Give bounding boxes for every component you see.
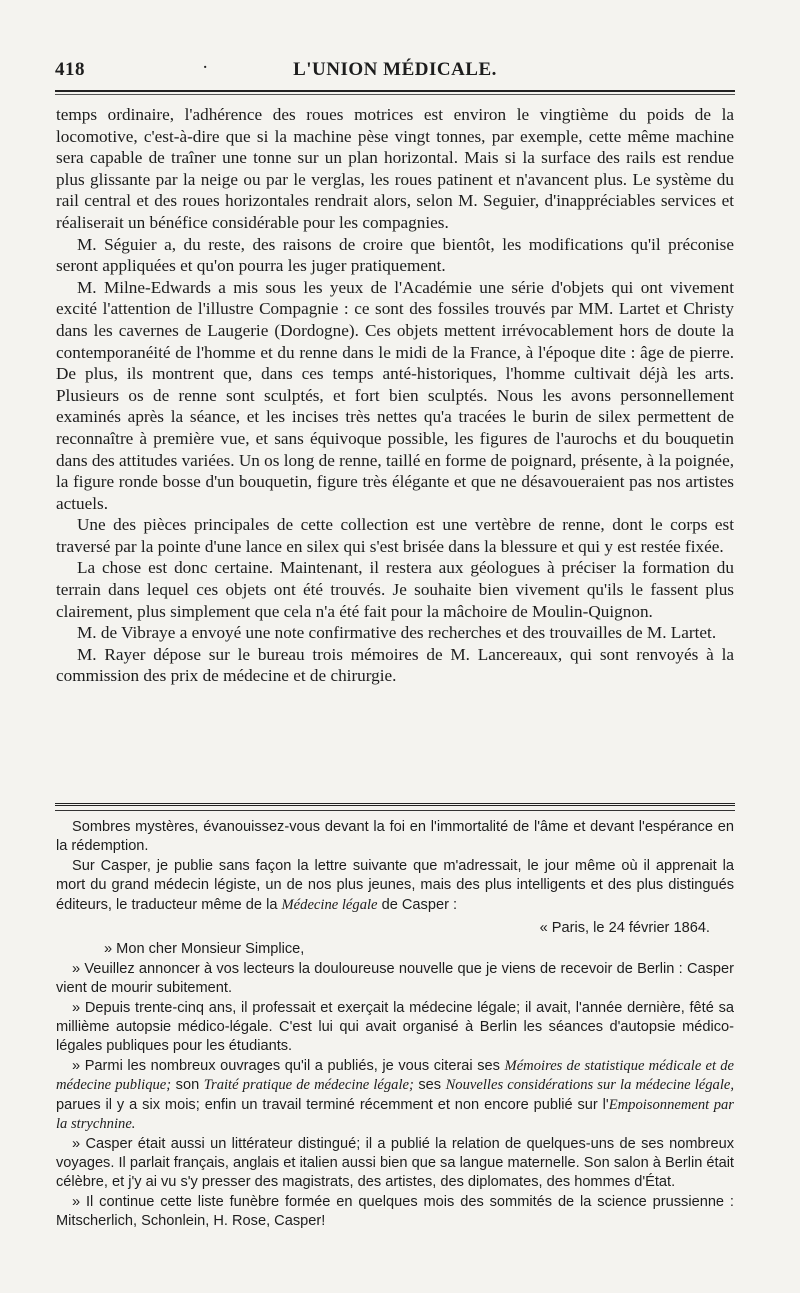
article-paragraph: M. Rayer dépose sur le bureau trois mémoires de M. Lancereaux, qui sont renvoyés à la commission des prix de médecine et de chirurgie. <box>56 644 734 686</box>
header-rule <box>55 90 735 92</box>
article-paragraph: M. Milne-Edwards a mis sous les yeux de l'Académie une série d'objets qui ont vivement excité l'attention de l'illustre Compagnie : ce sont des fossiles trouvés par MM. Lartet et Christy dans les cavernes de Laugerie (Dordogne). Ces objets mettent irrévocablement hors de doute la contemporanéité de l'homme et du renne dans le midi de la France, à l'époque dite : âge de pierre. De plus, ils montrent que, dans ces temps anté-historiques, l'homme cultivait déjà les arts. Plusieurs os de renne sont sculptés, et fort bien sculptés. Nous les avons personnellement examinés après la séance, et les incises très nettes qu'a tracées le burin de silex permettent de reconnaître à première vue, et sans équivoque possible, les figures de l'aurochs et du bouquetin dans des attitudes variées. Un os long de renne, taillé en forme de poignard, présente, à la poignée, la figure ronde bosse d'un bouquetin, figure très élégante et que ne désavoueraient pas nos artistes actuels. <box>56 277 734 513</box>
feuilleton-text: Sur Casper, je publie sans façon la lettre suivante que m'adressait, le jour même où il apprenait la mort du grand médecin légiste, un de nos plus jeunes, mais des plus intelligents et des plus distingués éditeurs, le traducteur même de la <box>56 857 734 913</box>
letter-paragraph: » Casper était aussi un littérateur distingué; il a publié la relation de quelques-uns de ses nombreux voyages. Il parlait français, anglais et italien aussi bien que sa langue maternelle. Son salon à Berlin était célèbre, et j'y ai vu s'y presser des magistrats, des artistes, des diplomates, des hommes d'État. <box>56 1135 734 1191</box>
feuilleton-separator <box>55 803 735 806</box>
feuilleton-section <box>56 818 734 1232</box>
feuilleton-text: son <box>171 1077 204 1094</box>
letter-paragraph: » Veuillez annoncer à vos lecteurs la douloureuse nouvelle que je viens de recevoir de Berlin : Casper vient de mourir subitement. <box>56 960 734 997</box>
book-title: Empoisonnement par la strychnine. <box>56 1096 734 1133</box>
feuilleton-text: de Casper : <box>377 896 458 913</box>
letter-date: « Paris, le 24 février 1864. <box>539 920 710 937</box>
header-separator: · <box>202 57 209 78</box>
letter-paragraph: » Depuis trente-cinq ans, il professait et exerçait la médecine légale; il avait, l'année dernière, fêté sa millième autopsie médico-légale. C'est lui qui avait organisé à Berlin les séances d'autopsie médico-légales publiques pour les étudiants. <box>56 999 734 1055</box>
running-title: L'UNION MÉDICALE. <box>293 59 497 80</box>
letter-paragraph <box>56 1057 734 1135</box>
feuilleton-paragraph <box>56 857 734 915</box>
article-paragraph: temps ordinaire, l'adhérence des roues motrices est environ le vingtième du poids de la locomotive, c'est-à-dire que si la machine pèse vingt tonnes, par exemple, cette même machine sera capable de traîner une tonne sur un plan horizontal. Mais si la surface des rails est rendue plus glissante par la neige ou par le verglas, les roues patinent et n'avancent plus. Le système du rail central et des roues horizontales rendrait alors, selon M. Seguier, d'inappréciables services et réaliserait un bénéfice considérable pour les compagnies. <box>56 105 734 232</box>
feuilleton-paragraph: Sombres mystères, évanouissez-vous devant la foi en l'immortalité de l'âme et devant l'espérance en la rédemption. <box>56 819 734 855</box>
header-rule-thin <box>55 94 735 95</box>
page-header <box>55 56 735 86</box>
feuilleton-separator-thin <box>55 810 735 811</box>
page-number: 418 <box>55 59 85 80</box>
article-paragraph: Une des pièces principales de cette collection est une vertèbre de renne, dont le corps est traversé par la pointe d'une lance en silex qui s'est brisée dans la blessure et qui y est restée fixée. <box>56 515 734 556</box>
book-title: Nouvelles considérations sur la médecine légale, <box>445 1077 734 1094</box>
letter-salutation: » Mon cher Monsieur Simplice, <box>104 941 305 958</box>
feuilleton-text: parues il y a six mois; enfin un travail terminé récemment et non encore publié sur l' <box>56 1096 609 1113</box>
book-title: Traité pratique de médecine légale; <box>203 1077 414 1094</box>
article-paragraph: M. de Vibraye a envoyé une note confirmative des recherches et des trouvailles de M. Lartet. <box>77 623 717 643</box>
book-title: Mémoires de statistique médicale et de médecine publique; <box>56 1057 734 1094</box>
feuilleton-text: » Parmi les nombreux ouvrages qu'il a publiés, je vous citerai ses <box>72 1057 505 1074</box>
article-body <box>56 104 734 687</box>
book-title: Médecine légale <box>281 896 378 913</box>
article-paragraph: M. Séguier a, du reste, des raisons de croire que bientôt, les modifications qu'il préconise seront appliquées et qu'on pourra les juger pratiquement. <box>56 234 734 276</box>
letter-paragraph: » Il continue cette liste funèbre formée en quelques mois des sommités de la science prussienne : Mitscherlich, Schonlein, H. Rose, Casper! <box>56 1193 734 1230</box>
article-paragraph: La chose est donc certaine. Maintenant, il restera aux géologues à préciser la formation du terrain dans lequel ces objets ont été trouvés. Je souhaite bien vivement qu'ils le fassent plus clairement, plus simplement que cela n'a été fait pour la mâchoire de Moulin-Quignon. <box>56 558 734 621</box>
feuilleton-text: ses <box>413 1077 446 1094</box>
